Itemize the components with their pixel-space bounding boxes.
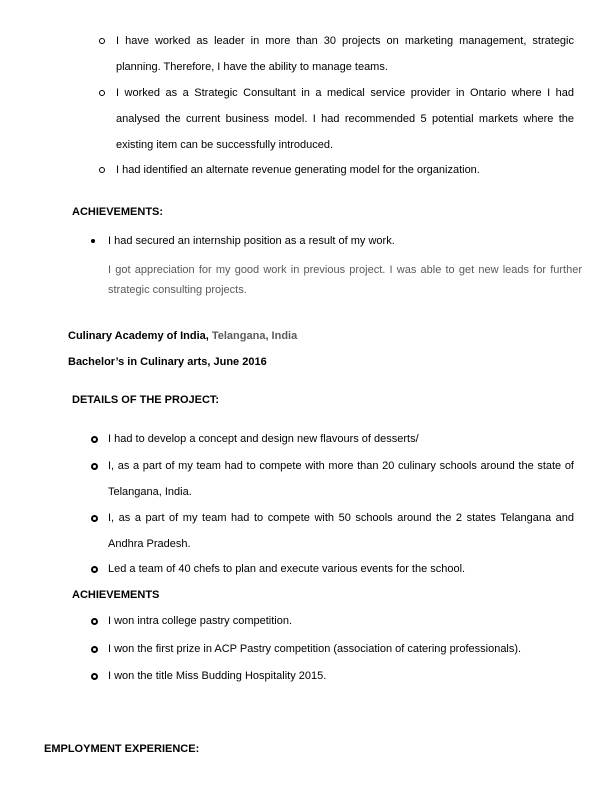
list-item: I had to develop a concept and design new flavours of desserts/ <box>90 426 574 452</box>
list-item: I won the first prize in ACP Pastry competition (association of catering professionals). <box>90 636 574 662</box>
list-item: I had secured an internship position as a result of my work. <box>90 228 580 254</box>
section-heading-employment: EMPLOYMENT EXPERIENCE: <box>44 743 200 755</box>
list-item: I, as a part of my team had to compete with 50 schools around the 2 states Telangana and Andhra Pradesh. <box>90 505 574 557</box>
list-item: I won intra college pastry competition. <box>90 608 574 634</box>
list-item: Led a team of 40 chefs to plan and execute various events for the school. <box>90 556 574 582</box>
section-heading-achievements: ACHIEVEMENTS: <box>72 206 164 218</box>
bullet-ring-icon <box>99 167 105 173</box>
bullet-ring-icon <box>91 673 98 680</box>
bullet-ring-icon <box>99 90 105 96</box>
section-heading-project: DETAILS OF THE PROJECT: <box>72 394 220 406</box>
bullet-ring-icon <box>91 515 98 522</box>
bullet-ring-icon <box>91 436 98 443</box>
list-item: I had identified an alternate revenue generating model for the organization. <box>98 157 574 183</box>
degree-line: Bachelor’s in Culinary arts, June 2016 <box>68 356 267 368</box>
bullet-dot-icon <box>91 239 95 243</box>
list-item: I won the title Miss Budding Hospitality 2015. <box>90 663 574 689</box>
bullet-ring-icon <box>91 618 98 625</box>
section-heading-achievements-2: ACHIEVEMENTS <box>72 589 160 601</box>
list-item: I have worked as leader in more than 30 projects on marketing management, strategic planning. Therefore, I have the ability to manage teams. <box>98 28 574 80</box>
list-item: I worked as a Strategic Consultant in a medical service provider in Ontario where I had analysed the current business model. I had recommended 5 potential markets where the existing item can be successfully introduced. <box>98 80 574 158</box>
bullet-ring-icon <box>99 38 105 44</box>
list-item: I, as a part of my team had to compete with more than 20 culinary schools around the state of Telangana, India. <box>90 453 574 505</box>
institution-name: Culinary Academy of India, <box>68 330 209 342</box>
education-institution-line <box>68 330 297 342</box>
bullet-ring-icon <box>91 463 98 470</box>
achievement-note: I got appreciation for my good work in previous project. I was able to get new leads for further strategic consulting projects. <box>108 264 582 296</box>
bullet-ring-icon <box>91 566 98 573</box>
institution-location: Telangana, India <box>211 330 298 342</box>
bullet-ring-icon <box>91 646 98 653</box>
